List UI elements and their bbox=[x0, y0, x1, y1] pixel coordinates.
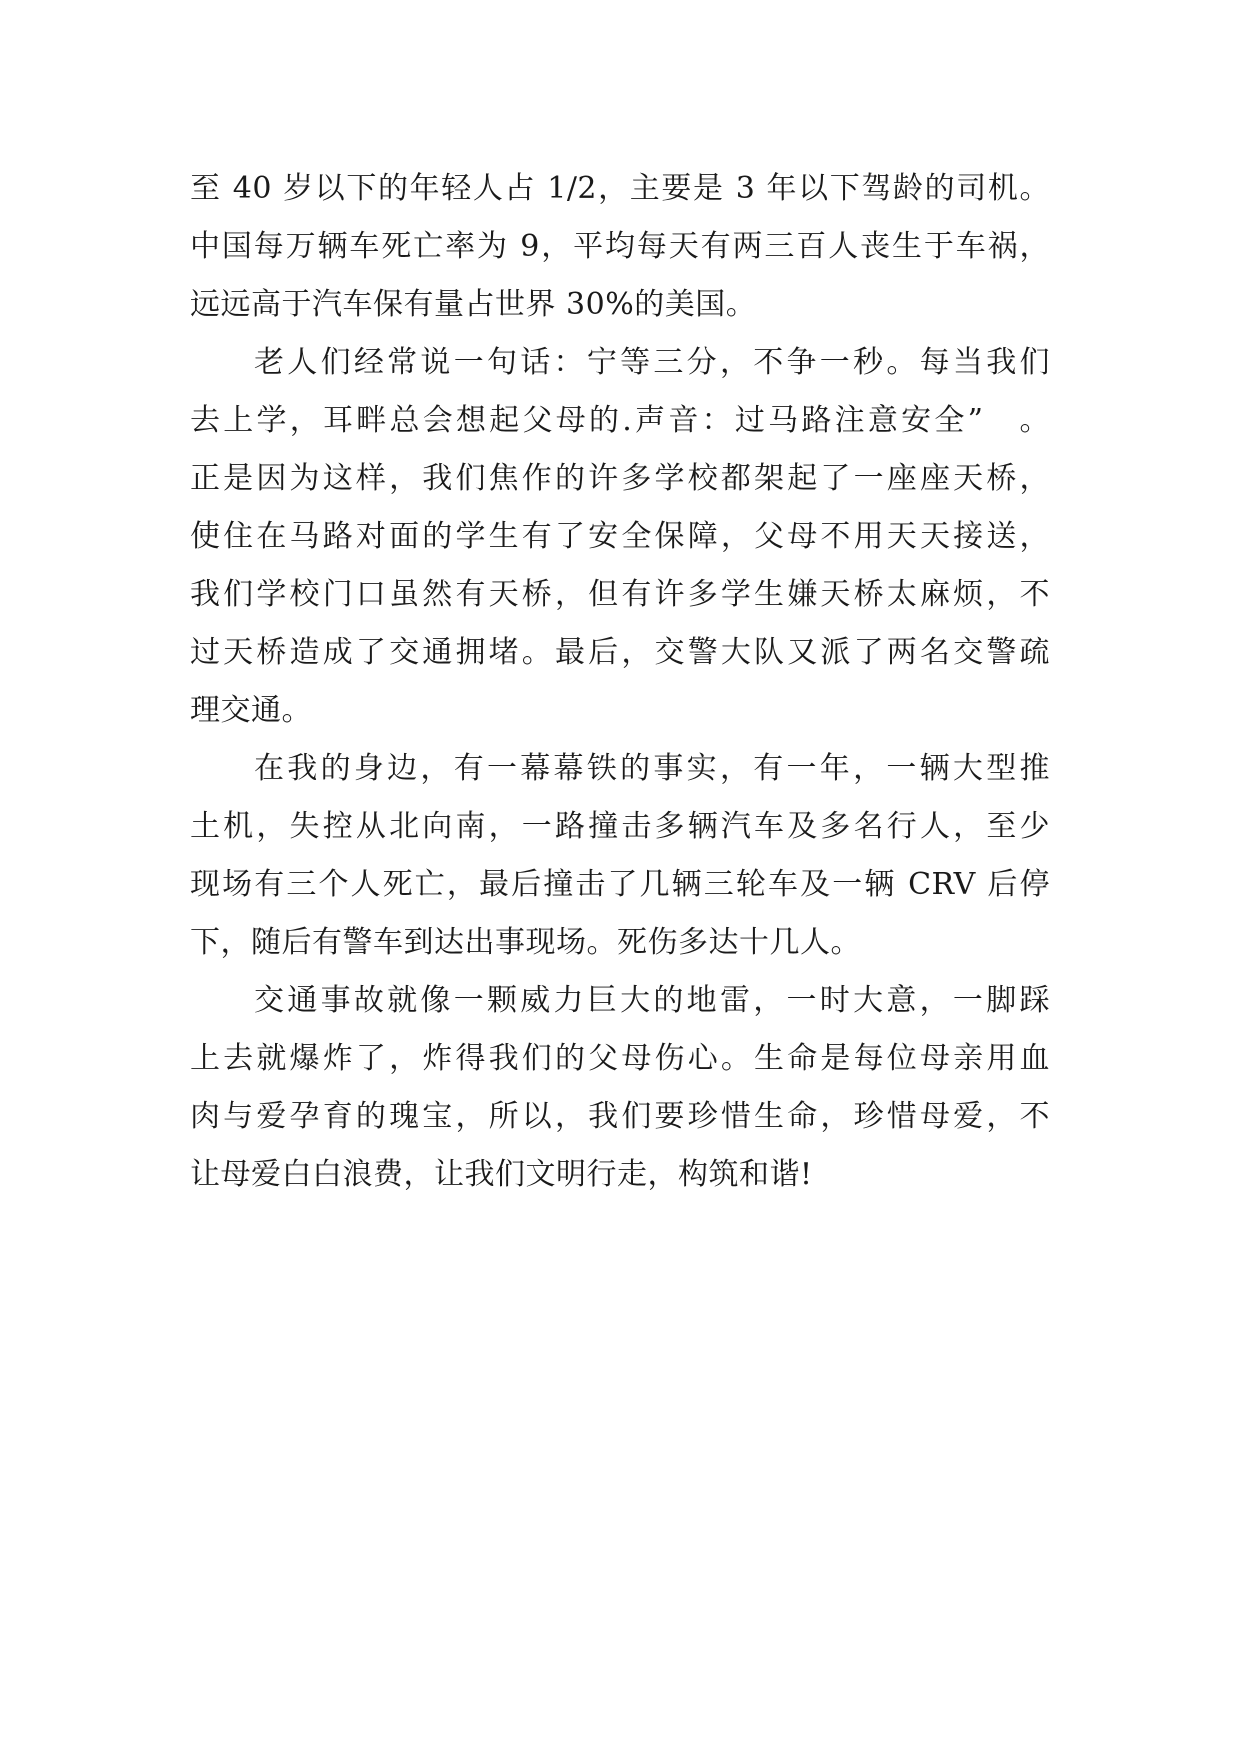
text-line: 使住在马路对面的学生有了安全保障，父母不用天天接送， bbox=[190, 519, 1050, 554]
text-line: 让母爱白白浪费，让我们文明行走，构筑和谐! bbox=[190, 1157, 813, 1192]
text-line: 去上学，耳畔总会想起父母的.声音：过马路注意安全” 。 bbox=[190, 403, 1050, 438]
document-body bbox=[190, 160, 1050, 1204]
text-line: 上去就爆炸了，炸得我们的父母伤心。生命是每位母亲用血 bbox=[190, 1041, 1050, 1076]
text-line: 中国每万辆车死亡率为 9，平均每天有两三百人丧生于车祸， bbox=[190, 229, 1050, 264]
text-line: 正是因为这样，我们焦作的许多学校都架起了一座座天桥， bbox=[190, 461, 1050, 496]
text-line: 我们学校门口虽然有天桥，但有许多学生嫌天桥太麻烦，不 bbox=[190, 577, 1050, 612]
text-line: 土机，失控从北向南，一路撞击多辆汽车及多名行人，至少 bbox=[190, 809, 1050, 844]
text-line: 过天桥造成了交通拥堵。最后，交警大队又派了两名交警疏 bbox=[190, 635, 1050, 670]
text-line: 交通事故就像一颗威力巨大的地雷，一时大意，一脚踩 bbox=[254, 983, 1050, 1018]
text-line: 下，随后有警车到达出事现场。死伤多达十几人。 bbox=[190, 925, 861, 960]
text-line: 老人们经常说一句话：宁等三分，不争一秒。每当我们 bbox=[254, 345, 1050, 380]
text-line: 远远高于汽车保有量占世界 30%的美国。 bbox=[190, 287, 757, 322]
text-line: 至 40 岁以下的年轻人占 1/2，主要是 3 年以下驾龄的司机。 bbox=[190, 171, 1050, 206]
text-line: 现场有三个人死亡，最后撞击了几辆三轮车及一辆 CRV 后停 bbox=[190, 867, 1050, 902]
text-line: 理交通。 bbox=[190, 693, 312, 728]
text-line: 在我的身边，有一幕幕铁的事实，有一年，一辆大型推 bbox=[254, 751, 1050, 786]
text-line: 肉与爱孕育的瑰宝，所以，我们要珍惜生命，珍惜母爱，不 bbox=[190, 1099, 1050, 1134]
